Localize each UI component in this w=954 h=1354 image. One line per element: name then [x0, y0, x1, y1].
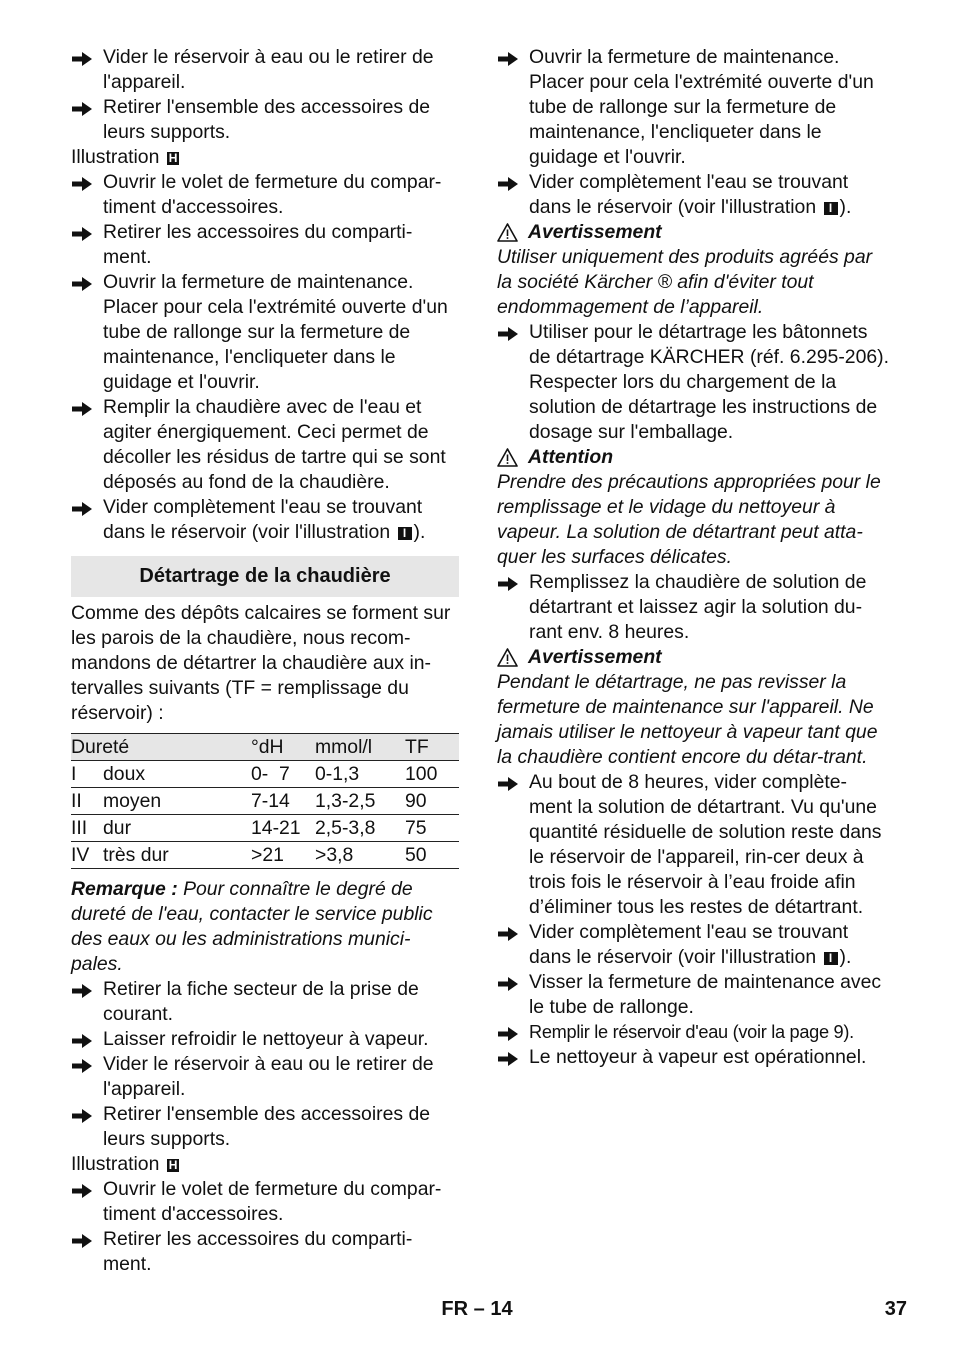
arrow-right-icon	[498, 1052, 518, 1066]
arrow-right-icon	[72, 277, 92, 291]
list-item-text: Retirer les accessoires du comparti-ment.	[103, 221, 413, 268]
arrow-right-icon	[498, 177, 518, 191]
table-cell: I	[71, 761, 103, 788]
table-cell: 14-21	[251, 815, 315, 842]
list-item-text: Remplir la chaudière avec de l'eau et agiter énergiquement. Ceci permet de décoller les résidus de tartre qui se sont déposés au fond de la chaudière.	[103, 396, 446, 493]
warning-text: Prendre des précautions appropriées pour le remplissage et le vidage du nettoyeur à vapeur. La solution de détartrant peut atta-quer les surfaces délicates.	[497, 471, 881, 568]
remark-text: Pour connaître le degré de dureté de l'eau, contacter le service public des eaux ou les administrations munici-pales.	[71, 878, 433, 975]
table-cell: >21	[251, 842, 315, 869]
warning-triangle-icon	[497, 223, 518, 242]
list-item-text: Vider le réservoir à eau ou le retirer de l'appareil.	[103, 1053, 434, 1100]
table-header-cell: °dH	[251, 734, 315, 761]
arrow-right-icon	[72, 502, 92, 516]
arrow-right-icon	[72, 177, 92, 191]
arrow-right-icon	[72, 984, 92, 998]
table-row	[71, 815, 459, 842]
list-item	[71, 1177, 459, 1227]
arrow-right-icon	[72, 227, 92, 241]
list-item	[71, 1227, 459, 1277]
list-item-text: Remplissez la chaudière de solution de détartrant et laissez agir la solution du-rant env. 8 heures.	[529, 571, 867, 643]
list-item	[497, 920, 889, 970]
arrow-right-icon	[498, 1027, 518, 1041]
arrow-right-icon	[498, 577, 518, 591]
remark-note	[71, 877, 459, 977]
table-header-row	[71, 734, 459, 761]
figure-marker-icon: H	[168, 151, 178, 165]
intro-paragraph: Comme des dépôts calcaires se forment sur les parois de la chaudière, nous recom-mandons de détartrer la chaudière aux in-tervalles suivants (TF = remplissage du réservoir) :	[71, 602, 451, 724]
list-item	[71, 1027, 459, 1052]
list-item	[497, 970, 889, 1020]
list-item	[497, 1020, 889, 1045]
arrow-right-icon	[498, 927, 518, 941]
warning-heading	[497, 445, 889, 470]
arrow-right-icon	[72, 1059, 92, 1073]
list-item	[497, 170, 889, 220]
arrow-right-icon	[498, 52, 518, 66]
table-cell: 7-14	[251, 788, 315, 815]
list-item-text: Ouvrir le volet de fermeture du compar-timent d'accessoires.	[103, 1178, 442, 1225]
list-item-text: Vider le réservoir à eau ou le retirer de l'appareil.	[103, 46, 434, 93]
warning-title: Avertissement	[528, 646, 662, 668]
warning-triangle-icon	[497, 448, 518, 467]
page-number: 37	[884, 1298, 907, 1320]
illustration-label: Illustration	[71, 146, 160, 168]
warning-text: Pendant le détartrage, ne pas revisser la fermeture de maintenance sur l'appareil. Ne jamais utiliser le nettoyeur à vapeur tant que la chaudière contient encore du détar-trant.	[497, 671, 878, 768]
warning-heading	[497, 645, 889, 670]
table-header-cell: TF	[405, 734, 459, 761]
list-item-text: Ouvrir le volet de fermeture du compar-timent d'accessoires.	[103, 171, 442, 218]
list-item-text: Laisser refroidir le nettoyeur à vapeur.	[103, 1028, 429, 1050]
list-item-text: Ouvrir la fermeture de maintenance. Placer pour cela l'extrémité ouverte d'un tube de rallonge sur la fermeture de maintenance, l'encliqueter dans le guidage et l'ouvrir.	[103, 271, 448, 393]
table-cell: doux	[103, 761, 251, 788]
warning-triangle-icon	[497, 648, 518, 667]
list-item	[71, 45, 459, 95]
table-cell: moyen	[103, 788, 251, 815]
list-item	[497, 570, 889, 645]
illustration-reference	[71, 145, 459, 170]
table-header-cell: Dureté	[71, 734, 251, 761]
list-item-text: Retirer la fiche secteur de la prise de courant.	[103, 978, 419, 1025]
list-item	[71, 170, 459, 220]
list-item-text-end: ).	[839, 946, 852, 968]
table-row	[71, 788, 459, 815]
figure-marker-icon: I	[824, 202, 838, 215]
arrow-right-icon	[72, 52, 92, 66]
arrow-right-icon	[72, 1184, 92, 1198]
table-cell: 2,5-3,8	[315, 815, 405, 842]
list-item-text: Visser la fermeture de maintenance avec le tube de rallonge.	[529, 971, 882, 1018]
arrow-right-icon	[498, 777, 518, 791]
hardness-table	[71, 733, 459, 869]
illustration-reference	[71, 1152, 459, 1177]
list-item	[497, 320, 889, 445]
list-item-text: Retirer l'ensemble des accessoires de leurs supports.	[103, 96, 431, 143]
list-item-text: Ouvrir la fermeture de maintenance. Placer pour cela l'extrémité ouverte d'un tube de rallonge sur la fermeture de maintenance, l'encliqueter dans le guidage et l'ouvrir.	[529, 46, 874, 168]
warning-heading	[497, 220, 889, 245]
arrow-right-icon	[72, 1234, 92, 1248]
list-item-text: Retirer l'ensemble des accessoires de leurs supports.	[103, 1103, 431, 1150]
table-cell: >3,8	[315, 842, 405, 869]
list-item-text: Vider complètement l'eau se trouvant dans le réservoir (voir l'illustration	[103, 496, 423, 543]
list-item-text-end: ).	[839, 196, 852, 218]
list-item-text: Le nettoyeur à vapeur est opérationnel.	[529, 1046, 867, 1068]
list-item-text: Remplir le réservoir d'eau (voir la page 9).	[529, 1022, 854, 1042]
list-item-text: Au bout de 8 heures, vider complète-ment la solution de détartrant. Vu qu'une quantité résiduelle de solution reste dans le réservoir de l'appareil, rin-cer deux à trois fois le réservoir à l’eau froide afin d’éliminer tous les restes de détartrant.	[529, 771, 882, 918]
list-item-text: Retirer les accessoires du comparti-ment.	[103, 1228, 413, 1275]
illustration-label: Illustration	[71, 1153, 160, 1175]
arrow-right-icon	[72, 1109, 92, 1123]
table-cell: 100	[405, 761, 459, 788]
section-heading: Détartrage de la chaudière	[71, 556, 459, 597]
list-item	[497, 1045, 889, 1070]
table-row	[71, 761, 459, 788]
list-item	[71, 95, 459, 145]
list-item-text: Utiliser pour le détartrage les bâtonnets de détartrage KÄRCHER (réf. 6.295-206). Respecter lors du chargement de la solution de détartrage les instructions de dosage sur l'emballage.	[529, 321, 889, 443]
right-column	[497, 45, 889, 1070]
figure-marker-icon: H	[168, 1158, 178, 1172]
list-item	[497, 45, 889, 170]
remark-label: Remarque :	[71, 878, 178, 900]
list-item-text-end: ).	[413, 521, 426, 543]
table-cell: 50	[405, 842, 459, 869]
table-cell: III	[71, 815, 103, 842]
list-item	[71, 495, 459, 545]
table-cell: 90	[405, 788, 459, 815]
warning-title: Attention	[528, 446, 614, 468]
list-item	[71, 220, 459, 270]
table-cell: dur	[103, 815, 251, 842]
footer-section-label: FR – 14	[441, 1298, 513, 1320]
figure-marker-icon: I	[824, 952, 838, 965]
arrow-right-icon	[72, 102, 92, 116]
arrow-right-icon	[72, 1034, 92, 1048]
list-item	[497, 770, 889, 920]
table-cell: II	[71, 788, 103, 815]
table-cell: très dur	[103, 842, 251, 869]
table-cell: IV	[71, 842, 103, 869]
table-cell: 0-1,3	[315, 761, 405, 788]
list-item	[71, 1102, 459, 1152]
left-column	[71, 45, 459, 1277]
list-item	[71, 977, 459, 1027]
warning-title: Avertissement	[528, 221, 662, 243]
list-item	[71, 1052, 459, 1102]
warning-text: Utiliser uniquement des produits agréés par la société Kärcher ® afin d'éviter tout endommagement de l’appareil.	[497, 246, 873, 318]
table-header-cell: mmol/l	[315, 734, 405, 761]
list-item-text: Vider complètement l'eau se trouvant dans le réservoir (voir l'illustration	[529, 921, 849, 968]
table-cell: 1,3-2,5	[315, 788, 405, 815]
arrow-right-icon	[498, 327, 518, 341]
list-item-text: Vider complètement l'eau se trouvant dans le réservoir (voir l'illustration	[529, 171, 849, 218]
table-cell: 0- 7	[251, 761, 315, 788]
list-item	[71, 395, 459, 495]
arrow-right-icon	[72, 402, 92, 416]
figure-marker-icon: I	[398, 527, 412, 540]
list-item	[71, 270, 459, 395]
arrow-right-icon	[498, 977, 518, 991]
table-row	[71, 842, 459, 869]
table-cell: 75	[405, 815, 459, 842]
